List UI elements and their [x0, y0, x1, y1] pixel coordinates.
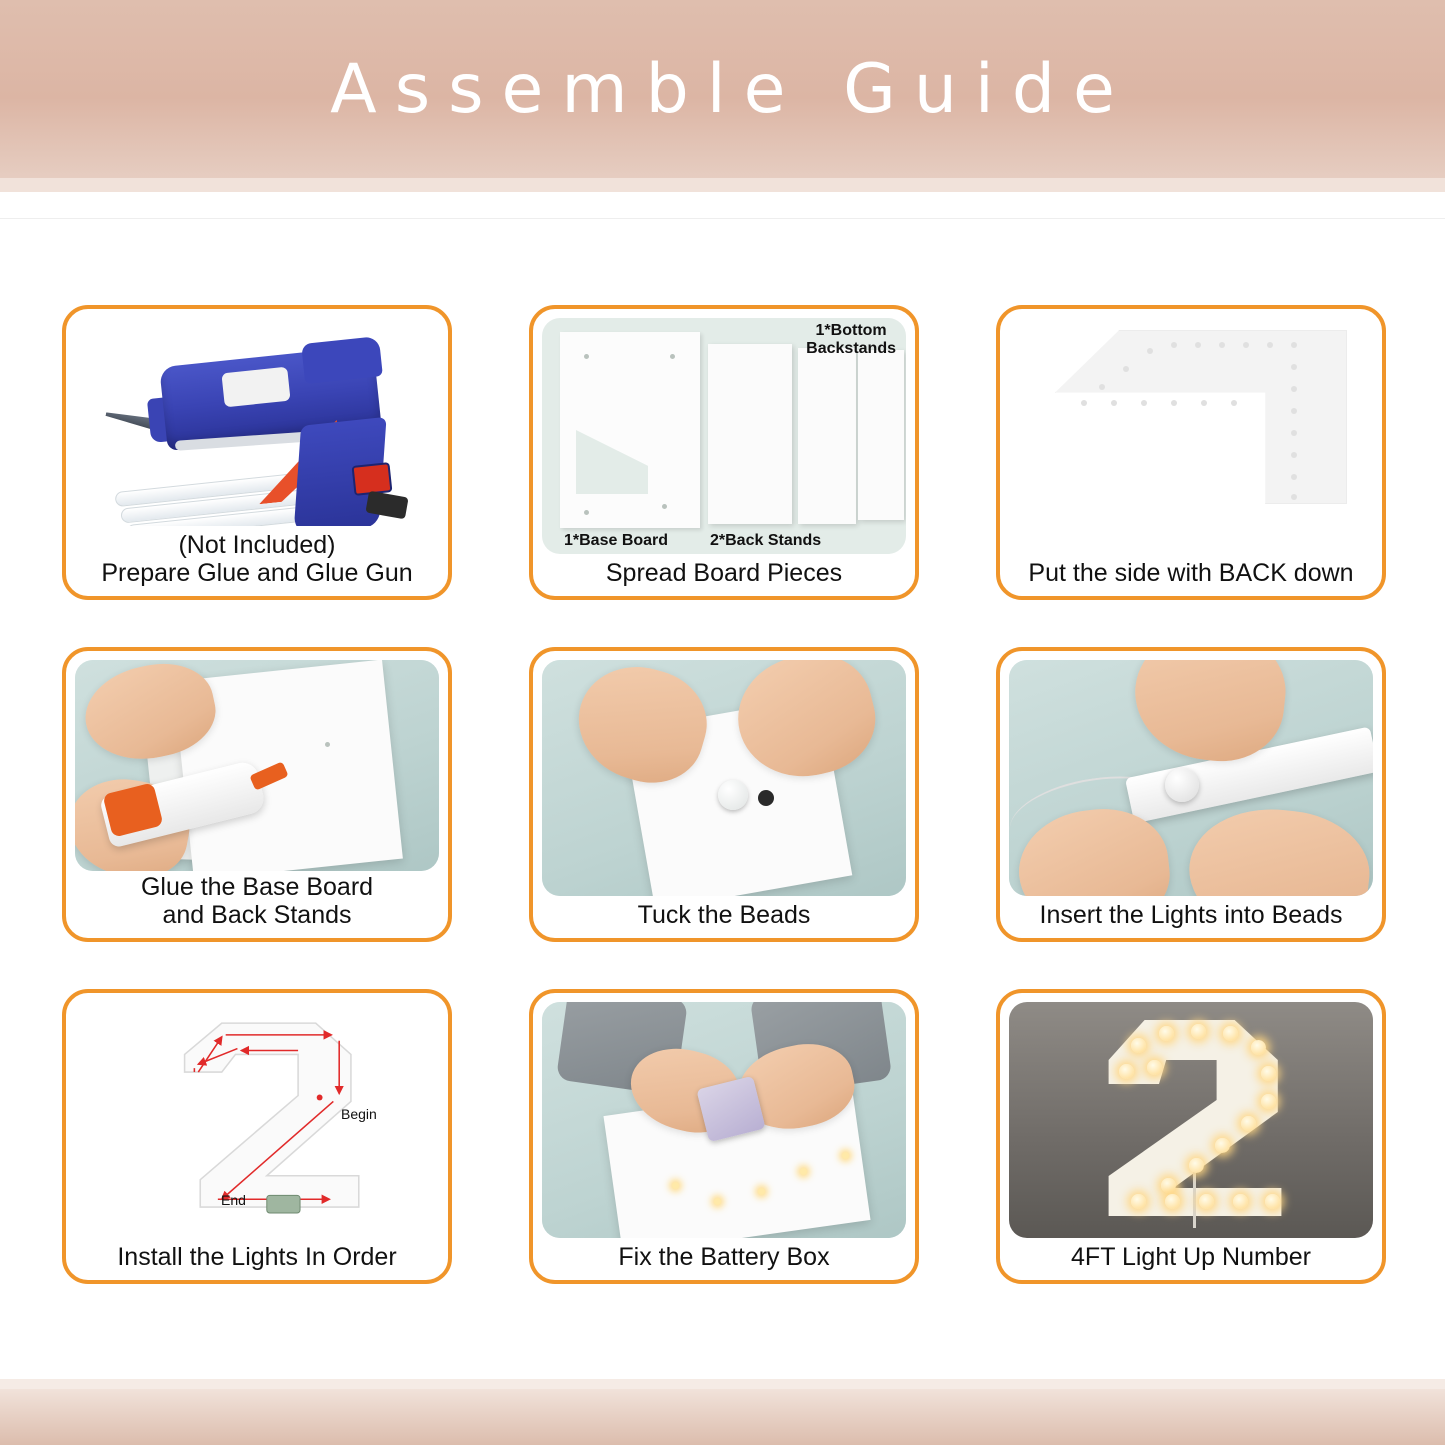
back-stand-shape — [708, 344, 792, 524]
number-outline-icon — [1009, 318, 1373, 554]
step-caption-line1: Glue the Base Board — [140, 873, 374, 901]
label-line2: Backstands — [806, 339, 896, 357]
step-card-fix-battery-box — [529, 989, 919, 1284]
led-bulb — [1261, 1066, 1276, 1081]
hole-dot — [1291, 494, 1297, 500]
step-card-put-back-down — [996, 305, 1386, 600]
step-caption-line1: Tuck the Beads — [637, 901, 811, 929]
led-bulb — [1131, 1038, 1146, 1053]
step-card-prepare-glue — [62, 305, 452, 600]
hole-dot — [1123, 366, 1129, 372]
step-card-light-up-number — [996, 989, 1386, 1284]
page-footer — [0, 1389, 1445, 1445]
hole-dot — [1291, 430, 1297, 436]
label-bottom-backstands — [806, 322, 896, 357]
hole-dot — [1291, 474, 1297, 480]
photo-tuck-beads — [542, 660, 906, 896]
glue-gun-icon — [75, 318, 439, 526]
step-caption-line1: Spread Board Pieces — [605, 559, 843, 587]
led-light — [842, 1152, 849, 1159]
led-bulb — [1199, 1194, 1214, 1209]
step-card-insert-lights — [996, 647, 1386, 942]
label-back-stands: 2*Back Stands — [710, 532, 822, 550]
glue-gun-label — [221, 367, 290, 408]
board-hole-dot — [584, 354, 589, 359]
base-board-shape — [560, 332, 700, 528]
step-caption-line1: Install the Lights In Order — [117, 1243, 397, 1271]
label-end: End — [221, 1192, 246, 1208]
led-bulb — [1159, 1026, 1174, 1041]
install-order-diagram — [75, 1002, 439, 1238]
step-caption-line1: 4FT Light Up Number — [1071, 1243, 1311, 1271]
light-up-number-photo — [1009, 1002, 1373, 1238]
board-hole — [758, 790, 774, 806]
step-caption — [75, 871, 439, 938]
led-bulb — [1215, 1138, 1230, 1153]
photo-glue-base-board — [75, 660, 439, 871]
label-base-board: 1*Base Board — [564, 532, 669, 550]
board-hole-dot — [584, 510, 589, 515]
step-caption-line1: (Not Included) — [178, 531, 336, 559]
begin-marker — [317, 1095, 323, 1101]
step-caption — [542, 1238, 906, 1280]
hole-dot — [1195, 342, 1201, 348]
board-hole-dot — [670, 354, 675, 359]
hole-dot — [1141, 400, 1147, 406]
bead-icon — [718, 780, 748, 810]
photo-insert-lights — [1009, 660, 1373, 896]
step-caption-line1: Fix the Battery Box — [618, 1243, 830, 1271]
step-card-spread-board-pieces — [529, 305, 919, 600]
step-caption — [1009, 554, 1373, 596]
led-bulb — [1241, 1116, 1256, 1131]
led-light — [714, 1198, 721, 1205]
steps-grid — [62, 305, 1382, 1284]
bead-icon — [1165, 768, 1199, 802]
step-caption — [1009, 1238, 1373, 1280]
led-bulb — [1265, 1194, 1280, 1209]
tuck-beads-photo — [542, 660, 906, 896]
hole-dot — [1219, 342, 1225, 348]
hole-dot — [1291, 386, 1297, 392]
footer-divider — [0, 1379, 1445, 1389]
led-bulb — [1165, 1194, 1180, 1209]
back-stand-shape — [858, 350, 904, 520]
led-bulb — [1191, 1024, 1206, 1039]
step-caption — [1009, 896, 1373, 938]
glue-gun-top — [301, 336, 383, 384]
back-stand-shape — [798, 348, 856, 524]
number-outline-holes — [1055, 330, 1345, 502]
step-caption-line2: Prepare Glue and Glue Gun — [101, 559, 413, 587]
step-caption-line1: Put the side with BACK down — [1028, 559, 1354, 587]
board-hole-dot — [325, 742, 330, 747]
page-header — [0, 0, 1445, 178]
wiring-diagram-svg — [75, 1002, 439, 1238]
led-bulb — [1189, 1158, 1204, 1173]
led-bulb — [1119, 1064, 1134, 1079]
led-bulb — [1223, 1026, 1238, 1041]
hole-dot — [1291, 342, 1297, 348]
photo-fix-battery-box — [542, 1002, 906, 1238]
board-pieces-illustration — [542, 318, 906, 554]
photo-light-up-number — [1009, 1002, 1373, 1238]
led-bulb — [1251, 1040, 1266, 1055]
board-back-illustration — [1009, 318, 1373, 554]
header-divider — [0, 178, 1445, 192]
led-light — [800, 1168, 807, 1175]
step-card-install-lights-order — [62, 989, 452, 1284]
step-card-glue-base-board — [62, 647, 452, 942]
page-title: Assemble Guide — [330, 49, 1133, 129]
led-light — [758, 1188, 765, 1195]
glue-base-board-photo — [75, 660, 439, 871]
hole-dot — [1291, 452, 1297, 458]
hole-dot — [1081, 400, 1087, 406]
label-line1: 1*Bottom — [815, 322, 887, 339]
led-bulb — [1261, 1094, 1276, 1109]
fix-battery-box-photo — [542, 1002, 906, 1238]
step-caption-line2: and Back Stands — [162, 901, 352, 929]
step-caption — [75, 526, 439, 596]
hole-dot — [1231, 400, 1237, 406]
step-caption-line1: Insert the Lights into Beads — [1039, 901, 1343, 929]
hole-dot — [1171, 400, 1177, 406]
insert-lights-photo — [1009, 660, 1373, 896]
led-bulb — [1147, 1060, 1162, 1075]
wiring-order-diagram — [75, 1002, 439, 1238]
hole-dot — [1291, 408, 1297, 414]
led-bulb — [1233, 1194, 1248, 1209]
hole-dot — [1243, 342, 1249, 348]
label-begin: Begin — [341, 1106, 377, 1122]
hole-dot — [1147, 348, 1153, 354]
glue-gun-illustration — [75, 318, 439, 526]
header-divider-secondary — [0, 192, 1445, 219]
step-caption — [75, 1238, 439, 1280]
hole-dot — [1099, 384, 1105, 390]
step-caption — [542, 554, 906, 596]
hole-dot — [1201, 400, 1207, 406]
step-card-tuck-beads — [529, 647, 919, 942]
led-light — [672, 1182, 679, 1189]
hole-dot — [1171, 342, 1177, 348]
hole-dot — [1111, 400, 1117, 406]
led-bulb — [1131, 1194, 1146, 1209]
board-pieces-photo — [542, 318, 906, 554]
hole-dot — [1267, 342, 1273, 348]
hole-dot — [1291, 364, 1297, 370]
board-hole-dot — [662, 504, 667, 509]
step-caption — [542, 896, 906, 938]
led-bulb — [1161, 1178, 1176, 1193]
battery-box-icon — [267, 1195, 300, 1213]
